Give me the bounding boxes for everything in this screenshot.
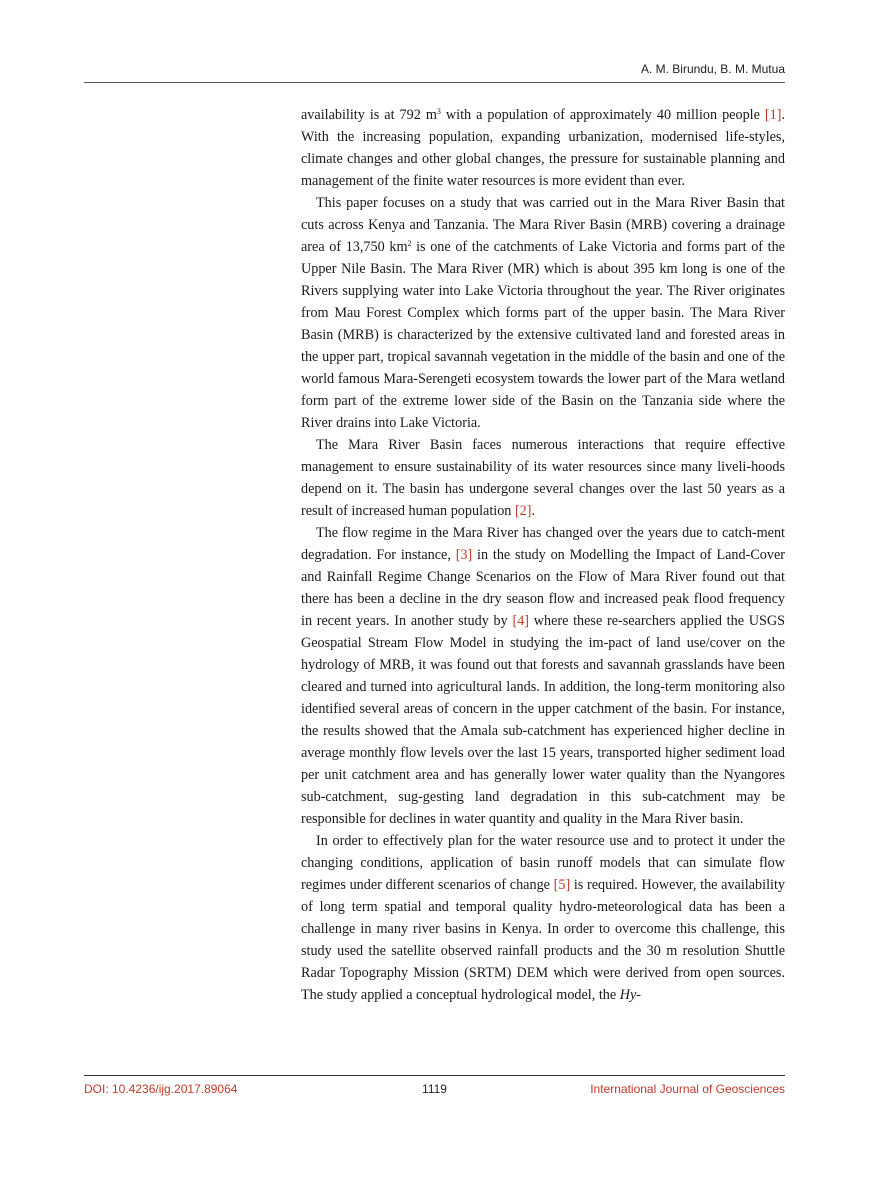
paragraph [301, 192, 785, 434]
citation-link[interactable]: [4] [512, 613, 530, 629]
doi-link[interactable]: DOI: 10.4236/ijg.2017.89064 [84, 1082, 238, 1096]
text-run: The Mara River Basin faces numerous interactions that require effective management to ensure sustainability of its water resources since many liveli-hoods depend on it. The basin has undergone several changes over the last 50 years as a result of increased human population [301, 437, 785, 519]
text-run: is one of the catchments of Lake Victoria and forms part of the Upper Nile Basin. The Mara River (MR) which is about 395 km long is one of the Rivers supplying water into Lake Victoria throughout the year. The River originates from Mau Forest Complex which forms part of the upper basin. The Mara River Basin (MRB) is characterized by the extensive cultivated land and forested areas in the upper part, tropical savannah vegetation in the middle of the basin and one of the world famous Mara-Serengeti ecosystem towards the lower part of the Mara wetland form part of the extreme lower side of the Basin on the Tanzania side where the River drains into Lake Victoria. [301, 239, 785, 431]
paragraph [301, 434, 785, 522]
text-run: . With the increasing population, expanding urbanization, modernised life-styles, climate changes and other global changes, the pressure for sustainable planning and management of the finite water resources is more evident than ever. [301, 107, 785, 189]
text-run: This paper focuses on a study that was carried out in the Mara River Basin that cuts across Kenya and Tanzania. The Mara River Basin (MRB) covering a drainage area of 13,750 km [301, 195, 785, 255]
header-divider [84, 82, 785, 83]
text-run: In order to effectively plan for the water resource use and to protect it under the changing conditions, application of basin runoff models that can simulate flow regimes under different scenarios of change [301, 833, 785, 893]
page-number: 1119 [422, 1082, 447, 1096]
paragraph [301, 830, 785, 1006]
text-run: where these re-searchers applied the USGS Geospatial Stream Flow Model in studying the im-pact of land use/cover on the hydrology of MRB, it was found out that forests and savannah grasslands have been cleared and turned into agricultural lands. In addition, the long-term monitoring also identified several areas of concern in the upper catchment of the basin. For instance, the results showed that the Amala sub-catchment has experienced higher decline in average monthly flow levels over the last 15 years, transported higher sediment load per unit catchment area and has generally lower water quality than the Nyangores sub-catchment, sug-gesting land degradation in this sub-catchment may be responsible for declines in water quantity and quality in the Mara River basin. [301, 613, 785, 827]
text-run: availability is at 792 m [301, 107, 437, 123]
text-run: is required. However, the availability of long term spatial and temporal quality hydro-meteorological data has been a challenge in many river basins in Kenya. In order to overcome this challenge, this study used the satellite observed rainfall products and the 30 m resolution Shuttle Radar Topography Mission (SRTM) DEM which were derived from open sources. The study applied a conceptual hydrological model, the [301, 877, 785, 1003]
citation-link[interactable]: [5] [553, 877, 571, 893]
superscript: 2 [407, 239, 412, 248]
text-run: . [531, 503, 536, 519]
footer-divider [84, 1075, 785, 1076]
superscript: 3 [436, 107, 441, 116]
text-run: with a population of approximately 40 million people [440, 107, 765, 123]
paragraph [301, 522, 785, 830]
running-header-authors: A. M. Birundu, B. M. Mutua [640, 62, 785, 76]
citation-link[interactable]: [2] [514, 503, 532, 519]
article-body [301, 104, 785, 1006]
citation-link[interactable]: [3] [455, 547, 473, 563]
journal-link[interactable]: International Journal of Geosciences [590, 1082, 785, 1096]
paragraph [301, 104, 785, 192]
citation-link[interactable]: [1] [764, 107, 782, 123]
text-run: in the study on Modelling the Impact of Land-Cover and Rainfall Regime Change Scenarios on the Flow of Mara River found out that there has been a decline in the dry season flow and increased peak flood frequency in recent years. In another study by [301, 547, 785, 629]
italic-text: Hy- [619, 987, 642, 1003]
text-run: The flow regime in the Mara River has changed over the years due to catch-ment degradation. For instance, [301, 525, 785, 563]
